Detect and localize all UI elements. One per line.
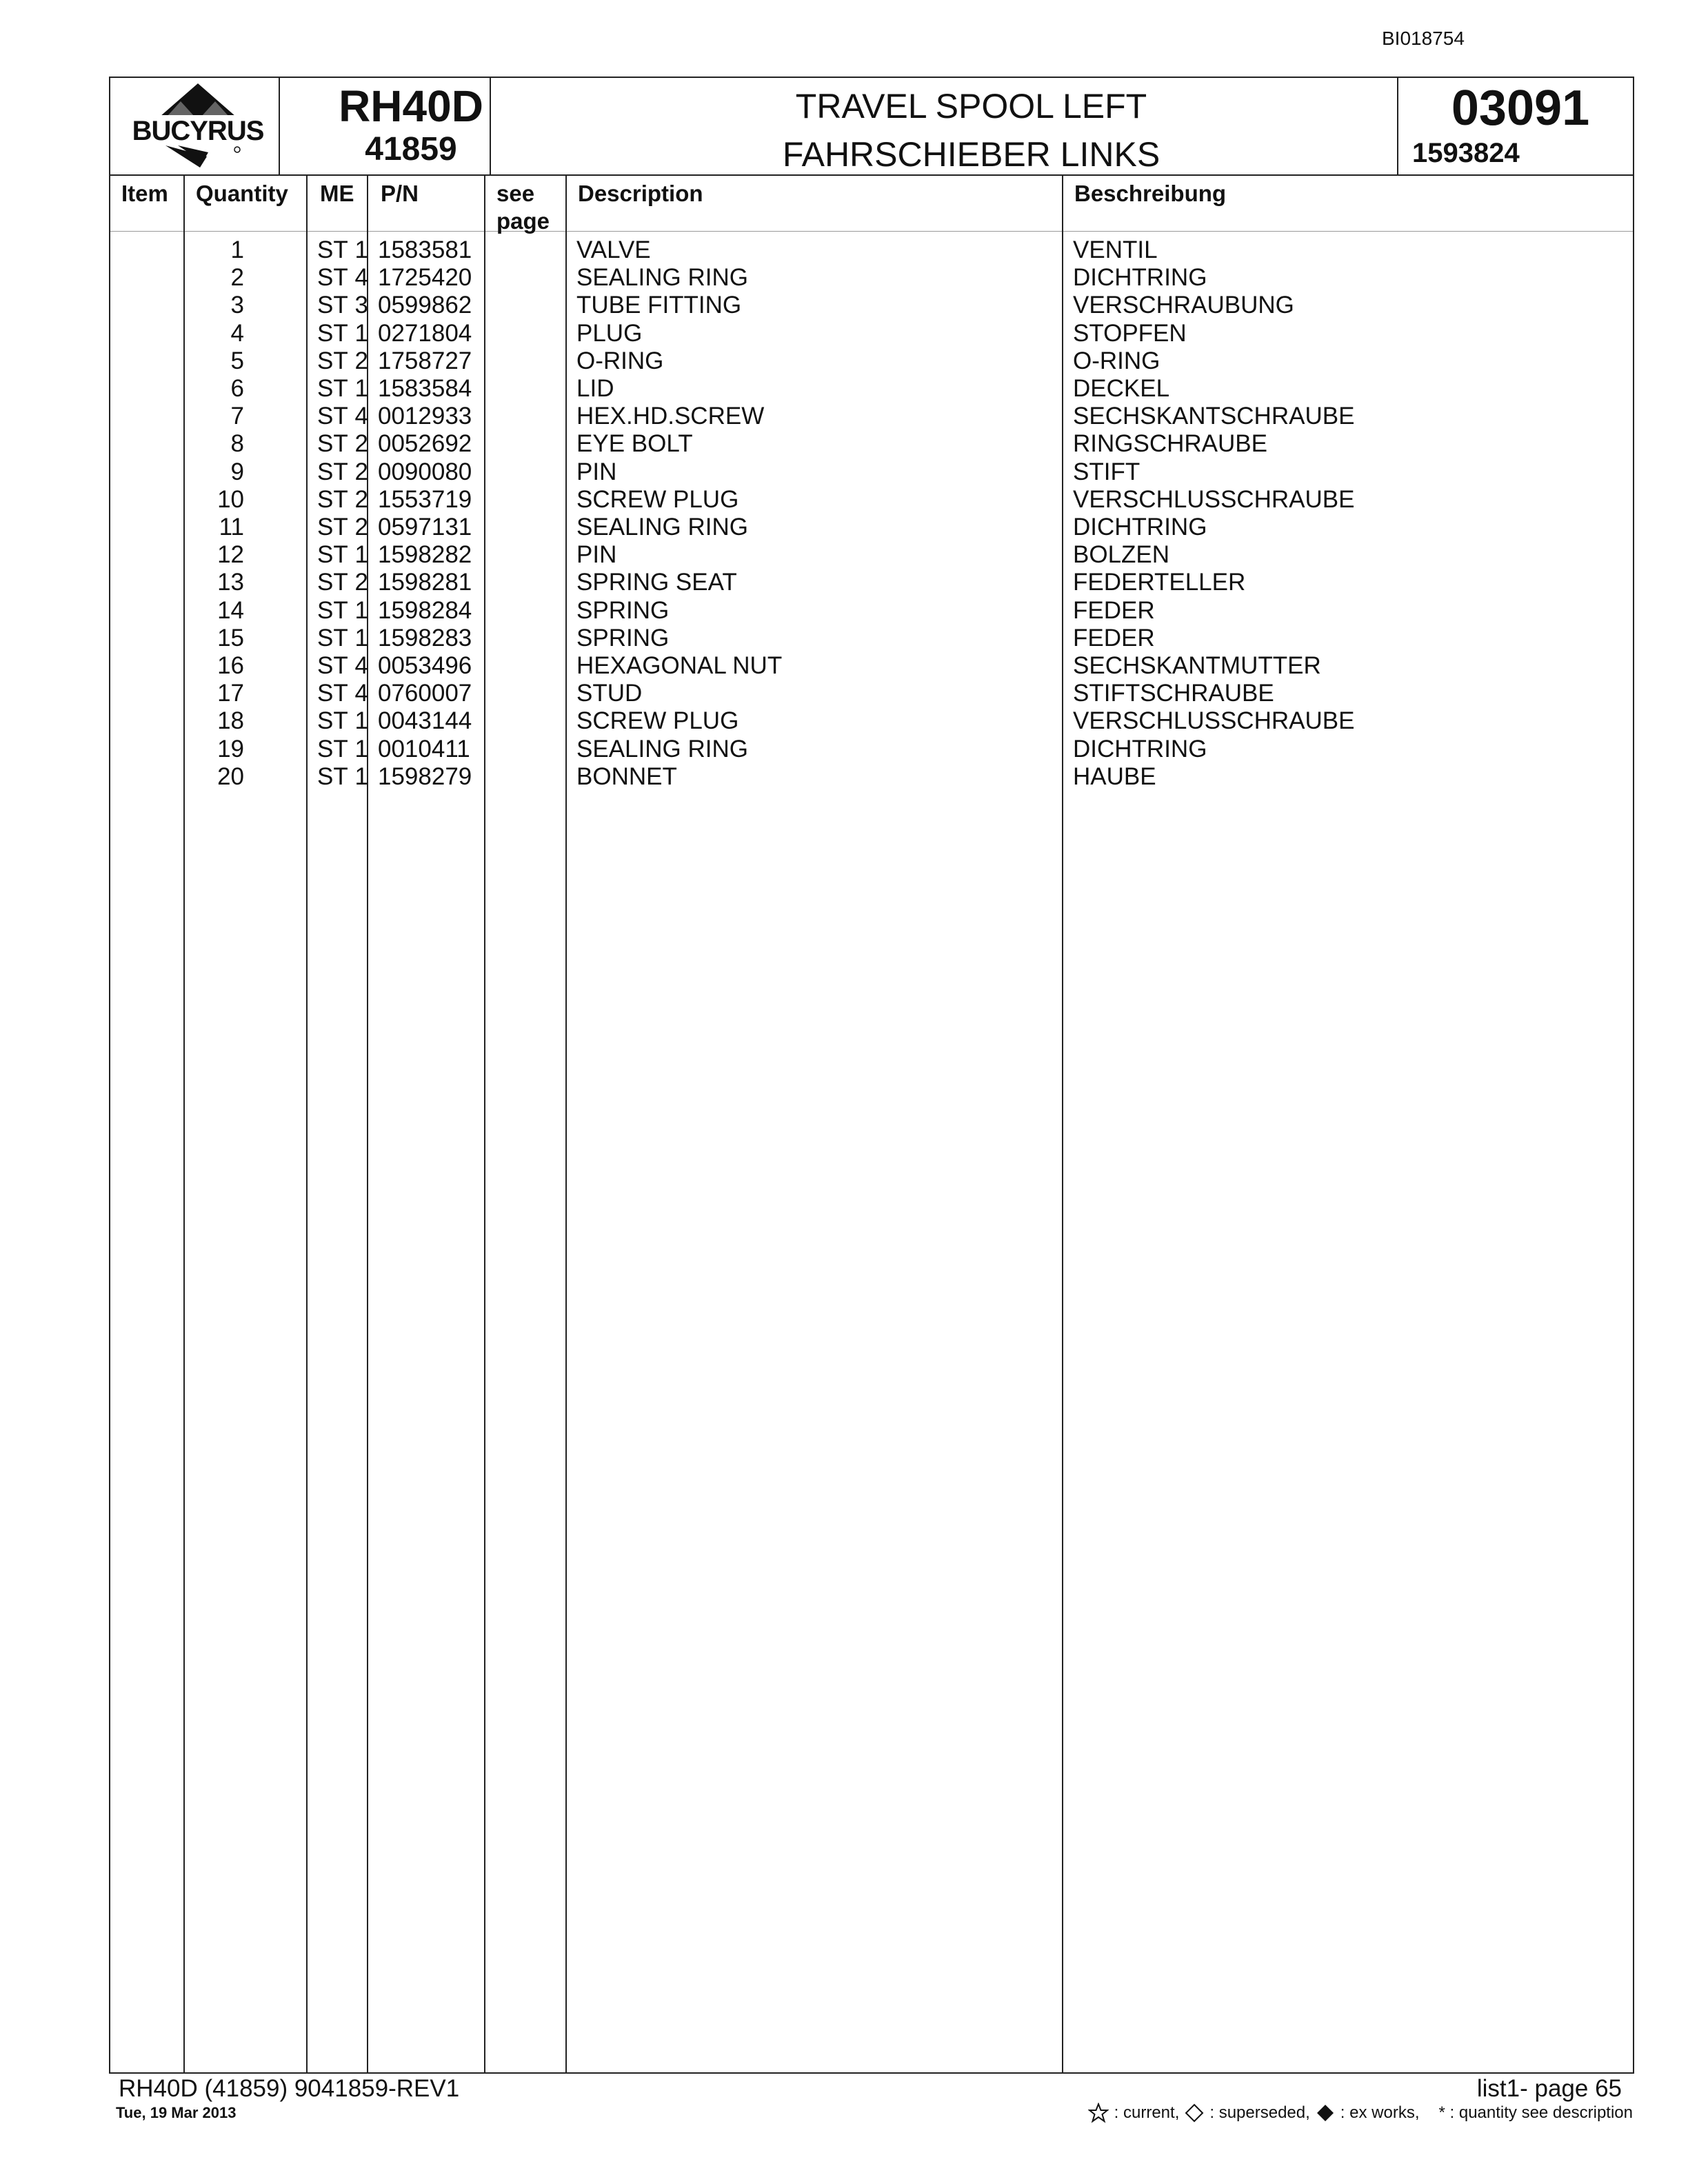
star-icon: [1088, 2103, 1109, 2123]
footer-date: Tue, 19 Mar 2013: [116, 2104, 237, 2121]
item-number: 12: [217, 541, 244, 569]
table-row: [110, 375, 1633, 403]
col-item: Item: [121, 181, 168, 206]
item-number: 14: [217, 596, 244, 624]
part-number: 0012933: [378, 403, 472, 430]
beschreibung: FEDER: [1073, 596, 1155, 624]
part-number: 1725420: [378, 264, 472, 292]
col-page-label: page: [496, 208, 550, 234]
table-row: [110, 707, 1633, 735]
group-code: 03091: [1451, 81, 1590, 136]
column-headers: [110, 174, 1633, 232]
item-number: 10: [217, 485, 244, 513]
description: PLUG: [576, 319, 643, 347]
header-block: [110, 78, 1633, 176]
item-number: 16: [217, 652, 244, 679]
col-see-label: see: [496, 181, 535, 206]
item-number: 3: [230, 292, 244, 319]
col-pn: P/N: [381, 181, 419, 206]
description: HEX.HD.SCREW: [576, 403, 765, 430]
table-row: [110, 736, 1633, 763]
table-row: [110, 320, 1633, 347]
part-number: 0090080: [378, 458, 472, 485]
table-row: [110, 430, 1633, 458]
part-number: 1598281: [378, 569, 472, 596]
quantity: 1: [354, 762, 368, 790]
beschreibung: DICHTRING: [1073, 735, 1207, 762]
quantity: 1: [354, 236, 368, 263]
table-row: [110, 264, 1633, 292]
part-number: 0760007: [378, 680, 472, 707]
description: HEXAGONAL NUT: [576, 652, 783, 679]
beschreibung: VERSCHLUSSCHRAUBE: [1073, 707, 1355, 735]
table-row: [110, 541, 1633, 569]
quantity: 2: [354, 458, 368, 485]
title-german: FAHRSCHIEBER LINKS: [782, 135, 1160, 174]
part-number: 0052692: [378, 430, 472, 458]
table-row: [110, 680, 1633, 707]
beschreibung: STIFTSCHRAUBE: [1073, 680, 1274, 707]
beschreibung: FEDER: [1073, 624, 1155, 651]
part-number: 1598279: [378, 762, 472, 790]
quantity: 4: [354, 403, 368, 430]
unit: ST: [317, 347, 348, 374]
legend-superseded: : superseded,: [1209, 2103, 1310, 2122]
beschreibung: SECHSKANTMUTTER: [1073, 652, 1321, 679]
serial-number: 41859: [365, 131, 457, 168]
quantity: 1: [354, 624, 368, 651]
table-row: [110, 236, 1633, 264]
item-number: 7: [230, 403, 244, 430]
part-number: 1598283: [378, 624, 472, 651]
item-number: 13: [217, 569, 244, 596]
parts-list-frame: [109, 77, 1634, 2074]
unit: ST: [317, 652, 348, 679]
item-number: 8: [230, 430, 244, 458]
unit: ST: [317, 514, 348, 540]
table-row: [110, 625, 1633, 652]
description: BONNET: [576, 762, 677, 790]
unit: ST: [317, 569, 348, 596]
beschreibung: STIFT: [1073, 458, 1141, 485]
table-row: [110, 458, 1633, 486]
beschreibung: O-RING: [1073, 347, 1160, 374]
item-number: 19: [217, 735, 244, 762]
part-number: 1598282: [378, 541, 472, 569]
group-number: 1593824: [1412, 138, 1520, 168]
description: PIN: [576, 541, 617, 569]
quantity: 1: [354, 319, 368, 347]
title-english: TRAVEL SPOOL LEFT: [795, 87, 1147, 125]
description: TUBE FITTING: [576, 292, 742, 319]
unit: ST: [317, 430, 348, 458]
unit: ST: [317, 264, 348, 292]
description: SPRING: [576, 596, 670, 624]
description: SCREW PLUG: [576, 485, 739, 513]
part-number: 0599862: [378, 292, 472, 319]
item-number: 15: [217, 624, 244, 651]
description: STUD: [576, 680, 643, 707]
document-id: BI018754: [1382, 28, 1465, 49]
beschreibung: VENTIL: [1073, 236, 1158, 263]
beschreibung: STOPFEN: [1073, 319, 1187, 347]
item-number: 11: [219, 514, 244, 540]
col-me: ME: [320, 181, 354, 206]
unit: ST: [317, 762, 348, 790]
item-number: 6: [230, 375, 244, 402]
description: SEALING RING: [576, 514, 748, 540]
quantity: 4: [354, 680, 368, 707]
part-number: 0271804: [378, 319, 472, 347]
description: VALVE: [576, 236, 651, 263]
part-number: 1583581: [378, 236, 472, 263]
table-row: [110, 347, 1633, 375]
table-row: [110, 763, 1633, 791]
unit: ST: [317, 624, 348, 651]
legend-quantity: * : quantity see description: [1438, 2103, 1633, 2122]
beschreibung: VERSCHRAUBUNG: [1073, 292, 1294, 319]
legend-current: : current,: [1114, 2103, 1180, 2122]
table-row: [110, 597, 1633, 625]
footer-page: list1- page 65: [1476, 2075, 1622, 2102]
quantity: 2: [354, 430, 368, 458]
header-divider: [279, 78, 280, 174]
model-block: [305, 78, 517, 169]
table-row: [110, 486, 1633, 514]
unit: ST: [317, 485, 348, 513]
col-beschreibung: Beschreibung: [1074, 181, 1227, 206]
beschreibung: DICHTRING: [1073, 264, 1207, 292]
unit: ST: [317, 596, 348, 624]
item-number: 5: [230, 347, 244, 374]
part-number: 0043144: [378, 707, 472, 735]
beschreibung: HAUBE: [1073, 762, 1156, 790]
group-code-block: [1398, 78, 1636, 169]
description: PIN: [576, 458, 617, 485]
unit: ST: [317, 707, 348, 735]
quantity: 1: [354, 541, 368, 569]
table-row: [110, 292, 1633, 319]
quantity: 2: [354, 569, 368, 596]
quantity: 1: [354, 596, 368, 624]
part-number: 1598284: [378, 596, 472, 624]
table-row: [110, 514, 1633, 541]
beschreibung: BOLZEN: [1073, 541, 1170, 569]
quantity: 2: [354, 514, 368, 540]
unit: ST: [317, 375, 348, 402]
model-name: RH40D: [339, 81, 483, 131]
unit: ST: [317, 403, 348, 430]
description: SEALING RING: [576, 735, 748, 762]
unit: ST: [317, 735, 348, 762]
unit: ST: [317, 236, 348, 263]
description: SPRING: [576, 624, 670, 651]
quantity: 1: [354, 707, 368, 735]
unit: ST: [317, 319, 348, 347]
header-divider: [490, 78, 491, 174]
col-description: Description: [578, 181, 703, 206]
description: SEALING RING: [576, 264, 748, 292]
diamond-outline-icon: [1185, 2103, 1204, 2123]
item-number: 2: [230, 264, 244, 292]
item-number: 9: [230, 458, 244, 485]
footer-legend: [1088, 2103, 1633, 2123]
quantity: 1: [354, 375, 368, 402]
description: SCREW PLUG: [576, 707, 739, 735]
col-quantity: Quantity: [196, 181, 288, 206]
item-number: 4: [230, 319, 244, 347]
description: O-RING: [576, 347, 664, 374]
unit: ST: [317, 541, 348, 569]
part-number: 1758727: [378, 347, 472, 374]
part-number: 1553719: [378, 485, 472, 513]
unit: ST: [317, 680, 348, 707]
quantity: 4: [354, 652, 368, 679]
beschreibung: DECKEL: [1073, 375, 1170, 402]
col-see-page: [496, 180, 550, 235]
bucyrus-logo: [119, 81, 277, 170]
quantity: 2: [354, 347, 368, 374]
table-row: [110, 569, 1633, 596]
part-number: 0597131: [378, 514, 472, 540]
item-number: 17: [217, 680, 244, 707]
beschreibung: FEDERTELLER: [1073, 569, 1246, 596]
part-number: 0010411: [378, 735, 470, 762]
table-row: [110, 403, 1633, 430]
beschreibung: SECHSKANTSCHRAUBE: [1073, 403, 1355, 430]
quantity: 2: [354, 485, 368, 513]
part-number: 0053496: [378, 652, 472, 679]
title-block: [521, 82, 1422, 179]
legend-ex-works: : ex works,: [1340, 2103, 1420, 2122]
item-number: 1: [230, 236, 244, 263]
description: SPRING SEAT: [576, 569, 737, 596]
footer-doc-ref: RH40D (41859) 9041859-REV1: [119, 2075, 460, 2102]
diamond-filled-icon: [1316, 2103, 1335, 2123]
part-number: 1583584: [378, 375, 472, 402]
unit: ST: [317, 292, 348, 319]
beschreibung: RINGSCHRAUBE: [1073, 430, 1267, 458]
svg-text:BUCYRUS: BUCYRUS: [132, 116, 264, 146]
item-number: 20: [217, 762, 244, 790]
quantity: 3: [354, 292, 368, 319]
unit: ST: [317, 458, 348, 485]
description: LID: [576, 375, 614, 402]
beschreibung: DICHTRING: [1073, 514, 1207, 540]
description: EYE BOLT: [576, 430, 693, 458]
quantity: 4: [354, 264, 368, 292]
quantity: 1: [354, 735, 368, 762]
table-row: [110, 652, 1633, 680]
beschreibung: VERSCHLUSSCHRAUBE: [1073, 485, 1355, 513]
item-number: 18: [217, 707, 244, 735]
